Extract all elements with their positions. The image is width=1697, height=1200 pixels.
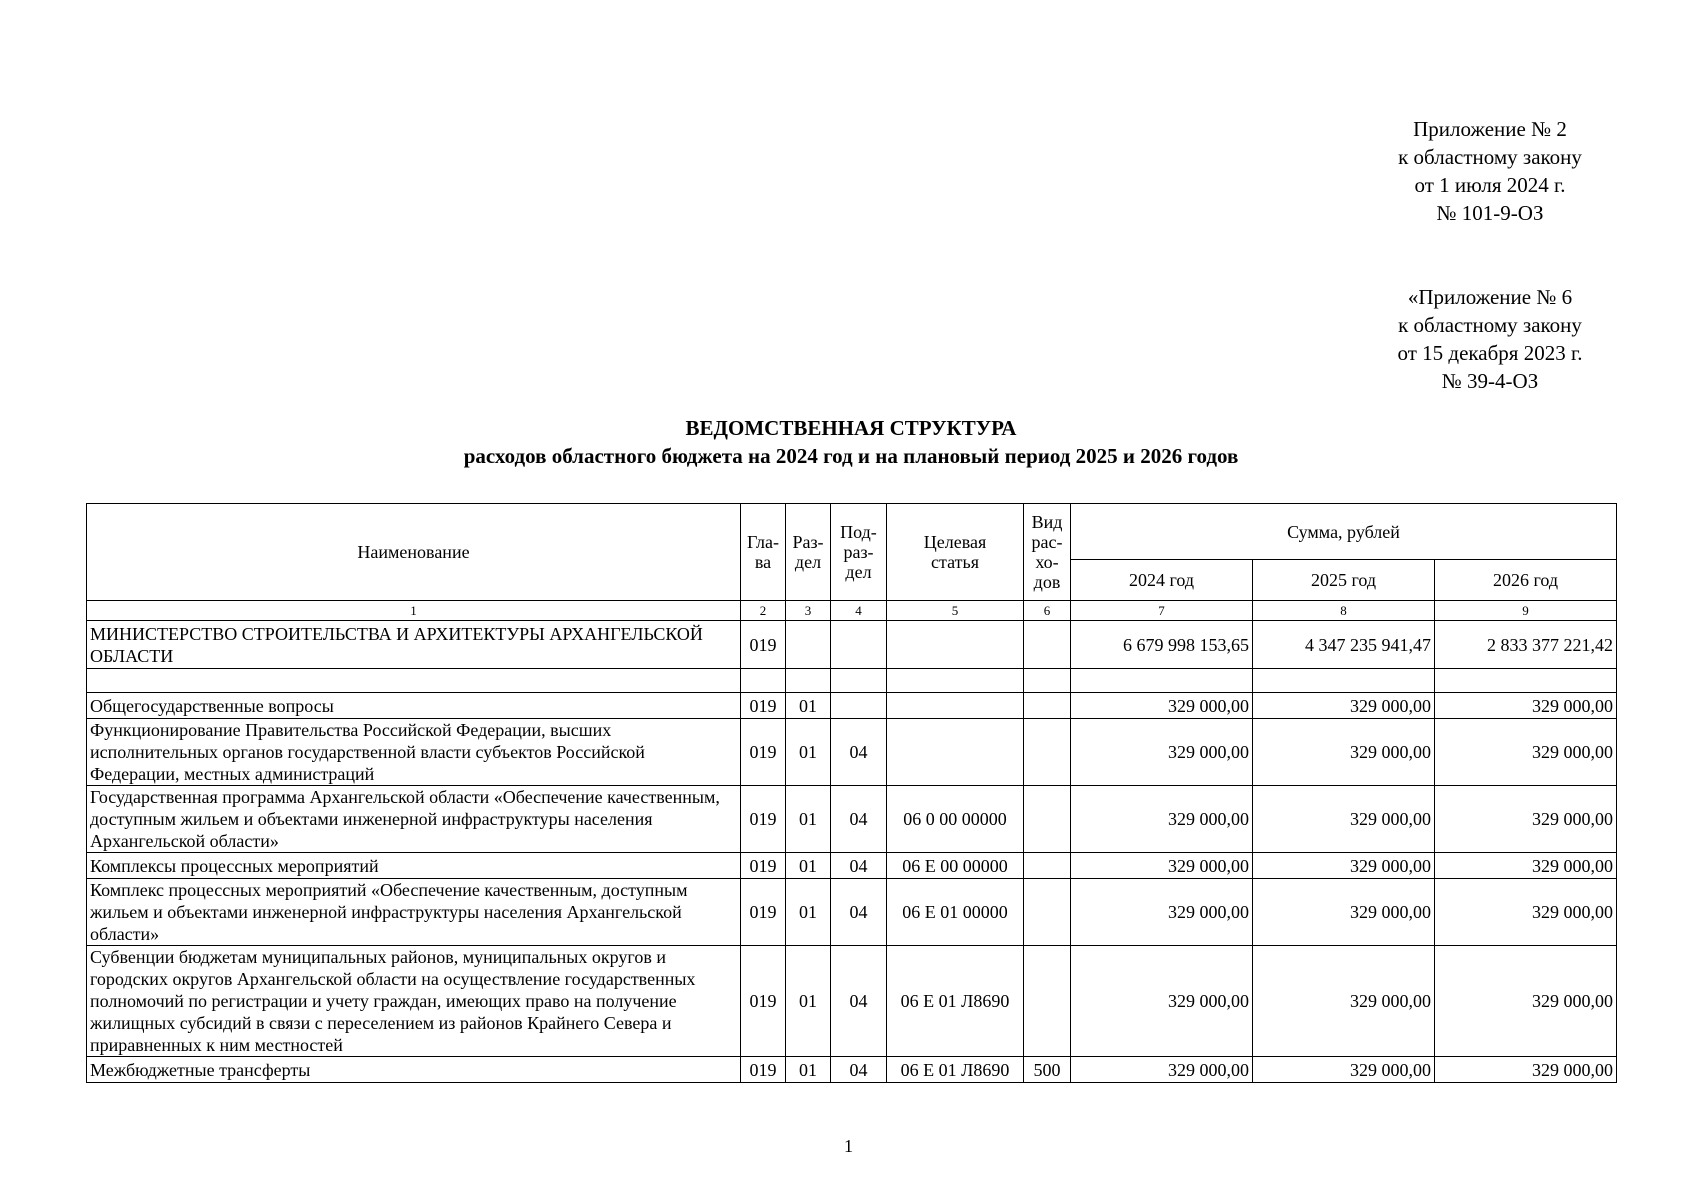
row-sum-2024: 329 000,00 (1071, 853, 1253, 879)
row-chapter: 019 (741, 1057, 786, 1083)
row-sum-2024: 6 679 998 153,65 (1071, 621, 1253, 669)
appendix-line: к областному закону (1398, 145, 1582, 169)
row-target: 06 Е 01 Л8690 (887, 946, 1024, 1057)
row-target (887, 719, 1024, 786)
row-sum-2025: 329 000,00 (1253, 786, 1435, 853)
row-target: 06 Е 01 00000 (887, 879, 1024, 946)
budget-table (86, 503, 1617, 1083)
row-subsection: 04 (831, 786, 887, 853)
empty-cell (1071, 669, 1253, 693)
row-subsection: 04 (831, 879, 887, 946)
row-target: 06 Е 00 00000 (887, 853, 1024, 879)
column-number: 5 (887, 601, 1024, 621)
row-name: МИНИСТЕРСТВО СТРОИТЕЛЬСТВА И АРХИТЕКТУРЫ АРХАНГЕЛЬСКОЙ ОБЛАСТИ (87, 621, 741, 669)
row-name: Функционирование Правительства Российской Федерации, высших исполнительных органов государственной власти субъектов Российской Федерации, местных администраций (87, 719, 741, 786)
row-sum-2025: 329 000,00 (1253, 719, 1435, 786)
row-sum-2026: 329 000,00 (1435, 1057, 1617, 1083)
header-2025: 2025 год (1253, 560, 1435, 601)
row-target (887, 693, 1024, 719)
empty-row (87, 669, 1617, 693)
row-chapter: 019 (741, 946, 786, 1057)
row-target (887, 621, 1024, 669)
row-section: 01 (786, 693, 831, 719)
appendix-line: № 39-4-ОЗ (1441, 369, 1539, 393)
row-sum-2026: 329 000,00 (1435, 693, 1617, 719)
column-number: 8 (1253, 601, 1435, 621)
column-number: 2 (741, 601, 786, 621)
appendix-line: Приложение № 2 (1413, 117, 1567, 141)
row-section (786, 621, 831, 669)
column-number: 6 (1024, 601, 1071, 621)
table-row (87, 853, 1617, 879)
row-section: 01 (786, 719, 831, 786)
row-target: 06 Е 01 Л8690 (887, 1057, 1024, 1083)
row-name: Государственная программа Архангельской области «Обеспечение качественным, доступным жильем и объектами инженерной инфраструктуры населения Архангельской области» (87, 786, 741, 853)
row-chapter: 019 (741, 853, 786, 879)
table-row (87, 1057, 1617, 1083)
table-row (87, 946, 1617, 1057)
header-sum: Сумма, рублей (1071, 504, 1617, 560)
empty-cell (1435, 669, 1617, 693)
header-subsection: Под- раз- дел (831, 504, 887, 601)
column-number: 1 (87, 601, 741, 621)
row-subsection (831, 621, 887, 669)
table-row (87, 693, 1617, 719)
row-type (1024, 946, 1071, 1057)
row-sum-2026: 329 000,00 (1435, 719, 1617, 786)
appendix-line: к областному закону (1398, 313, 1582, 337)
table-row (87, 621, 1617, 669)
row-sum-2024: 329 000,00 (1071, 946, 1253, 1057)
row-sum-2025: 329 000,00 (1253, 946, 1435, 1057)
column-number: 7 (1071, 601, 1253, 621)
header-chapter: Гла- ва (741, 504, 786, 601)
row-chapter: 019 (741, 786, 786, 853)
table-row (87, 879, 1617, 946)
column-number: 4 (831, 601, 887, 621)
empty-cell (741, 669, 786, 693)
row-sum-2025: 329 000,00 (1253, 879, 1435, 946)
row-name: Субвенции бюджетам муниципальных районов, муниципальных округов и городских округов Архангельской области на осуществление государственных полномочий по регистрации и учету граждан, имеющих право на получение жилищных субсидий в связи с переселением из районов Крайнего Севера и приравненных к ним местностей (87, 946, 741, 1057)
row-subsection: 04 (831, 853, 887, 879)
row-sum-2024: 329 000,00 (1071, 786, 1253, 853)
column-number-row (87, 601, 1617, 621)
row-section: 01 (786, 786, 831, 853)
row-sum-2025: 329 000,00 (1253, 1057, 1435, 1083)
row-chapter: 019 (741, 719, 786, 786)
appendix-line: от 15 декабря 2023 г. (1397, 341, 1583, 365)
table-row (87, 786, 1617, 853)
row-subsection (831, 693, 887, 719)
row-sum-2024: 329 000,00 (1071, 719, 1253, 786)
row-type (1024, 786, 1071, 853)
row-name: Комплексы процессных мероприятий (87, 853, 741, 879)
row-name: Комплекс процессных мероприятий «Обеспечение качественным, доступным жильем и объектами инженерной инфраструктуры населения Архангельской области» (87, 879, 741, 946)
row-sum-2025: 329 000,00 (1253, 853, 1435, 879)
header-2026: 2026 год (1435, 560, 1617, 601)
header-target: Целевая статья (887, 504, 1024, 601)
row-sum-2026: 329 000,00 (1435, 946, 1617, 1057)
row-type (1024, 693, 1071, 719)
row-sum-2026: 329 000,00 (1435, 879, 1617, 946)
row-type: 500 (1024, 1057, 1071, 1083)
appendix-line: «Приложение № 6 (1407, 285, 1573, 309)
page-number: 1 (844, 1136, 853, 1156)
row-type (1024, 879, 1071, 946)
row-subsection: 04 (831, 719, 887, 786)
row-sum-2025: 329 000,00 (1253, 693, 1435, 719)
row-sum-2026: 329 000,00 (1435, 786, 1617, 853)
row-section: 01 (786, 879, 831, 946)
row-name: Межбюджетные трансферты (87, 1057, 741, 1083)
row-subsection: 04 (831, 1057, 887, 1083)
row-target: 06 0 00 00000 (887, 786, 1024, 853)
empty-cell (1253, 669, 1435, 693)
row-type (1024, 719, 1071, 786)
document-title: ВЕДОМСТВЕННАЯ СТРУКТУРА (685, 416, 1017, 440)
header-section: Раз- дел (786, 504, 831, 601)
header-2024: 2024 год (1071, 560, 1253, 601)
row-section: 01 (786, 1057, 831, 1083)
row-section: 01 (786, 853, 831, 879)
row-chapter: 019 (741, 693, 786, 719)
appendix-current-law (1340, 115, 1640, 227)
appendix-amended-law (1340, 283, 1640, 395)
row-type (1024, 621, 1071, 669)
document-subtitle: расходов областного бюджета на 2024 год и на плановый период 2025 и 2026 годов (463, 444, 1239, 468)
row-sum-2026: 2 833 377 221,42 (1435, 621, 1617, 669)
column-number: 3 (786, 601, 831, 621)
empty-cell (887, 669, 1024, 693)
row-sum-2024: 329 000,00 (1071, 693, 1253, 719)
empty-cell (831, 669, 887, 693)
empty-cell (1024, 669, 1071, 693)
row-chapter: 019 (741, 879, 786, 946)
column-number: 9 (1435, 601, 1617, 621)
empty-cell (87, 669, 741, 693)
row-section: 01 (786, 946, 831, 1057)
row-subsection: 04 (831, 946, 887, 1057)
appendix-line: № 101-9-ОЗ (1436, 201, 1544, 225)
header-name: Наименование (87, 504, 741, 601)
row-sum-2024: 329 000,00 (1071, 1057, 1253, 1083)
row-chapter: 019 (741, 621, 786, 669)
table-row (87, 719, 1617, 786)
header-expense-type: Вид рас- хо- дов (1024, 504, 1071, 601)
empty-cell (786, 669, 831, 693)
appendix-line: от 1 июля 2024 г. (1414, 173, 1566, 197)
row-sum-2025: 4 347 235 941,47 (1253, 621, 1435, 669)
row-sum-2026: 329 000,00 (1435, 853, 1617, 879)
row-name: Общегосударственные вопросы (87, 693, 741, 719)
row-type (1024, 853, 1071, 879)
row-sum-2024: 329 000,00 (1071, 879, 1253, 946)
